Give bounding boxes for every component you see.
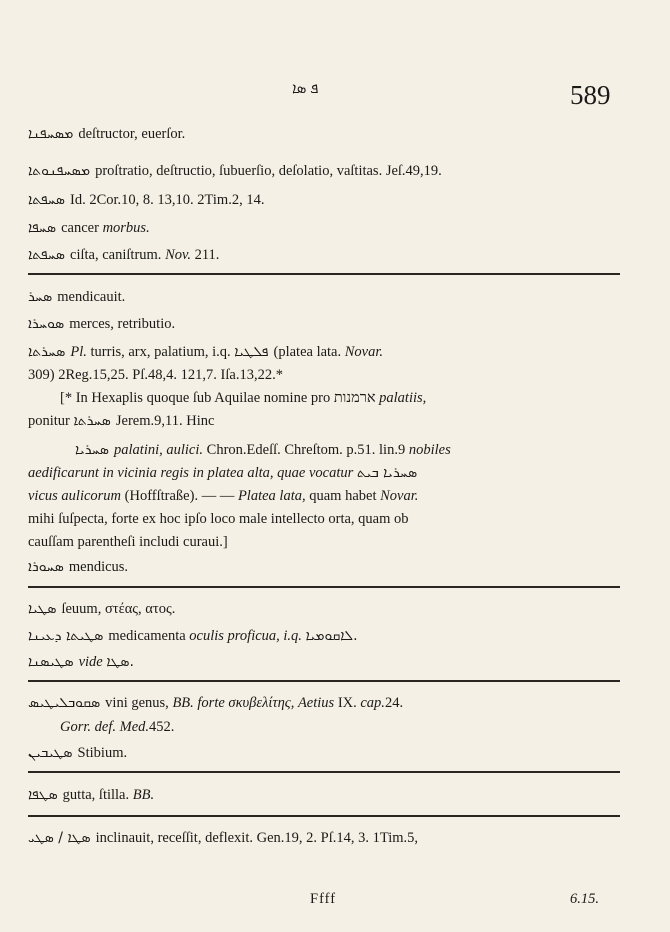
footnote: [* In Hexaplis quoque ſub Aquilae nomine pro ארמנות palatiis, bbox=[60, 390, 427, 406]
entry: ܣܛܝܐ ſeuum, στέας, ατος. bbox=[28, 601, 176, 617]
entry: ܣܚܦܬܐ Id. 2Cor.10, 8. 13,10. 2Tim.2, 14. bbox=[28, 192, 265, 208]
entry: ܣܘܚܪܐ merces, retributio. bbox=[28, 316, 176, 332]
entry: ܣܚܪܬܐ Pl. turris, arx, palatium, i.q. ܦܠܛܝܐ (platea lata. Novar. bbox=[28, 344, 384, 360]
entry: ܣܚܦܐ cancer morbus. bbox=[28, 220, 150, 236]
section-divider bbox=[28, 771, 620, 773]
signature-mark: Ffff bbox=[310, 891, 337, 907]
entry: ܣܛܝܣܢܐ vide ܣܛܐ. bbox=[28, 654, 134, 670]
page-number: 589 bbox=[570, 80, 611, 110]
entry: ܣܩܘܒܠܝܛܝܣ vini genus, BB. forte σκυβελίτης, Aetius IX. cap.24. bbox=[28, 695, 404, 711]
subentry: vicus aulicorum (Hoffſtraße). — — Platea lata, quam habet Novar. bbox=[28, 488, 419, 504]
entry: ܣܛܐ / ܣܛܝ inclinauit, receſſit, deflexit. Gen.19, 2. Pſ.14, 3. 1Tim.5, bbox=[28, 830, 419, 846]
footnote: ponitur ܣܚܪܬܐ Jerem.9,11. Hinc bbox=[28, 413, 215, 429]
entry: ܡܣܚܦܢܐ deſtructor, euerſor. bbox=[28, 126, 186, 142]
entry-continuation: Gorr. def. Med.452. bbox=[60, 719, 175, 735]
entry: ܣܛܝܒܝܢ Stibium. bbox=[28, 745, 128, 761]
section-divider bbox=[28, 815, 620, 817]
catchword: 6.15. bbox=[570, 891, 599, 907]
section-divider bbox=[28, 586, 620, 588]
entry: ܣܚܘܪܐ mendicus. bbox=[28, 559, 129, 575]
entry: ܣܛܝܬܐ ܕܥܝܢܐ medicamenta oculis proficua, i.q. ܠܐܩܘܡܝܐ. bbox=[28, 628, 358, 644]
entry: ܣܛܦܐ gutta, ſtilla. BB. bbox=[28, 787, 155, 803]
entry: ܣܚܪ mendicauit. bbox=[28, 289, 126, 305]
entry: ܣܚܦܬܐ ciſta, caniſtrum. Nov. 211. bbox=[28, 247, 220, 263]
subentry: aedificarunt in vicinia regis in platea alta, quae vocatur ܣܚܪܝܐ ܒܝܬ bbox=[28, 465, 418, 481]
subentry: cauſſam parentheſi includi curaui.] bbox=[28, 534, 228, 550]
running-head: ܦ ܣܐ bbox=[292, 81, 319, 97]
entry: ܡܣܚܦܢܘܬܐ proſtratio, deſtructio, ſubuerſio, deſolatio, vaſtitas. Jeſ.49,19. bbox=[28, 163, 442, 179]
entry-continuation: 309) 2Reg.15,25. Pſ.48,4. 121,7. Iſa.13,22.* bbox=[28, 367, 283, 383]
section-divider bbox=[28, 680, 620, 682]
subentry: mihi ſuſpecta, forte ex hoc ipſo loco male intellecto orta, quam ob bbox=[28, 511, 409, 527]
subentry: ܣܚܪܝܐ palatini, aulici. Chron.Edeſſ. Chreſtom. p.51. lin.9 nobiles bbox=[75, 442, 451, 458]
section-divider bbox=[28, 273, 620, 275]
